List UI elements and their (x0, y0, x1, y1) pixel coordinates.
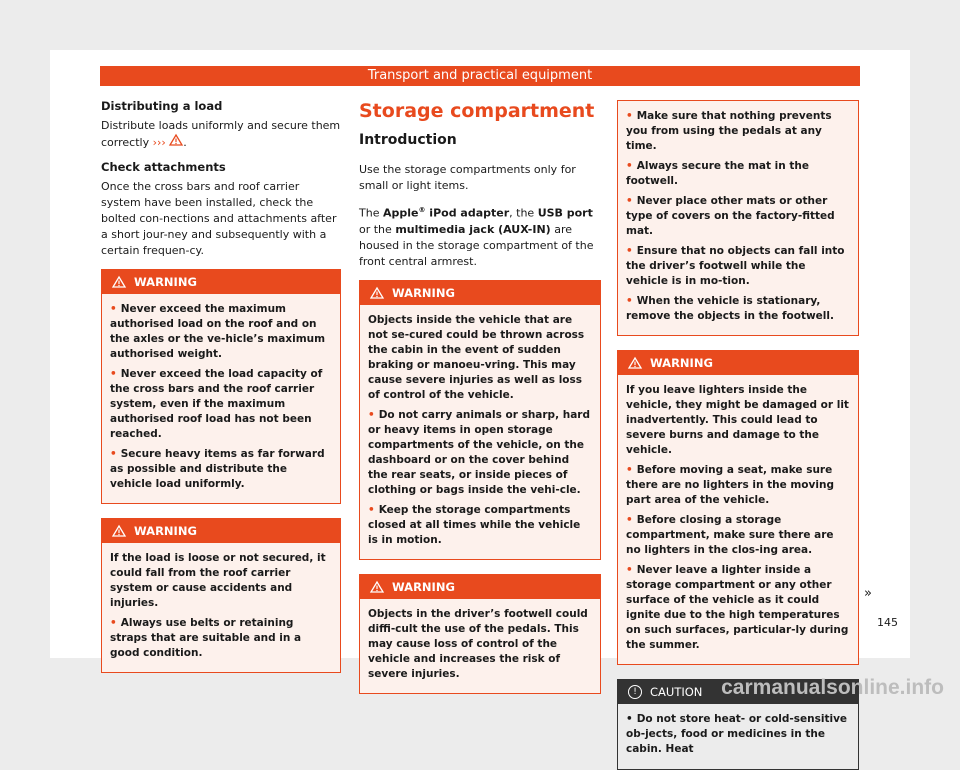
list-item: • Ensure that no objects can fall into the driver’s footwell while the vehicle is in mo-tion. (626, 245, 845, 287)
column-2 (359, 98, 601, 708)
warning-triangle-icon (628, 357, 642, 369)
heading-check-attachments: Check attachments (101, 160, 226, 174)
warning-header (618, 351, 858, 375)
bullet-icon: • (626, 713, 633, 725)
warning-title: WARNING (392, 579, 455, 594)
list-item: • Do not carry animals or sharp, hard or heavy items in open storage compartments of the vehicle, on the dashboard or on the cover behind the rear seats, or inside pieces of clothing or bags inside the vehi-cle. (368, 408, 590, 496)
warning-header (102, 519, 340, 543)
list-item: • Never exceed the load capacity of the cross bars and the roof carrier system, even if the maximum authorised roof load has not been reached. (110, 368, 323, 440)
continue-mark: » (864, 586, 872, 601)
warning-triangle-icon (112, 276, 126, 288)
bullet-icon: • (110, 617, 117, 629)
info-circle-icon: ! (628, 685, 642, 699)
warning-triangle-icon (370, 581, 384, 593)
bullet-icon: • (110, 368, 117, 380)
warning-body (360, 305, 600, 559)
warning-triangle-icon (169, 134, 183, 146)
warning-triangle-icon (370, 287, 384, 299)
bullet-icon: • (626, 245, 633, 257)
warning-title: WARNING (134, 275, 197, 289)
list-item: • Do not store heat- or cold-sensitive ob-jects, food or medicines in the cabin. Heat (626, 713, 848, 755)
column-1 (101, 98, 341, 687)
list-item: • Always secure the mat in the footwell. (626, 160, 809, 187)
warning-box-continued (617, 100, 859, 336)
list-item: • Secure heavy items as far forward as possible and distribute the vehicle load uniformly. (110, 448, 325, 490)
warning-body (102, 294, 340, 503)
list-item: • Never exceed the maximum authorised load on the roof and on the axles or the ve-hicle’s maximum authorised weight. (110, 303, 326, 360)
warning-box-load (101, 269, 341, 504)
warning-body (618, 375, 858, 664)
bullet-icon: • (626, 160, 633, 172)
warning-box-footwell (359, 574, 601, 694)
heading-distributing-load: Distributing a load (101, 99, 223, 113)
reference-arrows: ››› (152, 136, 166, 149)
section-title: Storage compartment (359, 100, 595, 122)
distributing-text: Distribute loads uniformly and secure them correctly (101, 119, 341, 149)
bullet-icon: • (368, 408, 375, 421)
caution-title: CAUTION (650, 685, 703, 699)
warning-header (360, 281, 600, 305)
list-item: • Before closing a storage compartment, make sure there are no lighters in the clos-ing area. (626, 514, 834, 556)
warning-title: WARNING (650, 356, 713, 370)
paragraph-intro: Use the storage compartments only for small or light items. (359, 163, 576, 192)
warning-intro: If you leave lighters inside the vehicle, they might be damaged or lit inadvertently. This could lead to severe burns and damage to the vehicle. (626, 384, 849, 456)
warning-header (102, 270, 340, 294)
list-item: • Always use belts or retaining straps that are suitable and in a good condition. (110, 617, 302, 659)
page-number: 145 (877, 616, 898, 629)
list-item: • When the vehicle is stationary, remove the objects in the footwell. (626, 295, 834, 322)
warning-intro: Objects in the driver’s footwell could diffi-cult the use of the pedals. This may cause loss of control of the vehicle and increases the risk of severe injuries. (368, 607, 588, 680)
warning-triangle-icon (112, 525, 126, 537)
bullet-icon: • (110, 303, 117, 315)
list-item: • Never leave a lighter inside a storage compartment or any other surface of the vehicle as it could ignite due to the high temperatures on such surfaces, particular-ly during the summer. (626, 564, 849, 651)
warning-body (360, 599, 600, 693)
warning-box-loose-load (101, 518, 341, 673)
bullet-icon: • (368, 503, 375, 516)
warning-body (102, 543, 340, 672)
bullet-icon: • (626, 464, 633, 476)
page-header: Transport and practical equipment (100, 66, 860, 86)
warning-title: WARNING (134, 524, 197, 538)
list-item: • Before moving a seat, make sure there are no lighters in the moving part area of the vehicle. (626, 464, 834, 506)
list-item: • Make sure that nothing prevents you from using the pedals at any time. (626, 110, 832, 152)
caution-body (618, 704, 858, 769)
bullet-icon: • (626, 564, 633, 576)
warning-intro: Objects inside the vehicle that are not se-cured could be thrown across the cabin in the event of sudden braking or manoeu-vring. This may cause severe injuries as well as loss of control of the vehicle. (368, 313, 585, 401)
warning-box-lighters (617, 350, 859, 665)
warning-body (618, 101, 858, 335)
bullet-icon: • (626, 110, 633, 122)
paragraph-check: Once the cross bars and roof carrier system have been installed, check the bolted con-nections and attachments after a short jour-ney and subsequently with a certain frequen-cy. (101, 180, 337, 257)
bullet-icon: • (626, 195, 633, 207)
warning-header (360, 575, 600, 599)
subsection-title: Introduction (359, 132, 457, 148)
column-3 (617, 98, 859, 770)
bullet-icon: • (626, 295, 633, 307)
warning-box-unsecured-objects (359, 280, 601, 560)
bullet-icon: • (626, 514, 633, 526)
bullet-icon: • (110, 448, 117, 460)
paragraph-ports: The Apple® iPod adapter, the USB port or the multimedia jack (AUX-IN) are housed in the storage compartment of the front central armrest. (359, 206, 594, 268)
watermark: carmanualsonline.info (721, 676, 944, 699)
warning-intro: If the load is loose or not secured, it could fall from the roof carrier system or cause accidents and injuries. (110, 552, 326, 609)
paragraph-distributing: Distribute loads uniformly and secure them correctly ››› . (101, 119, 341, 149)
warning-title: WARNING (392, 285, 455, 300)
list-item: • Keep the storage compartments closed at all times while the vehicle is in motion. (368, 503, 581, 546)
list-item: • Never place other mats or other type of covers on the factory-fitted mat. (626, 195, 835, 237)
